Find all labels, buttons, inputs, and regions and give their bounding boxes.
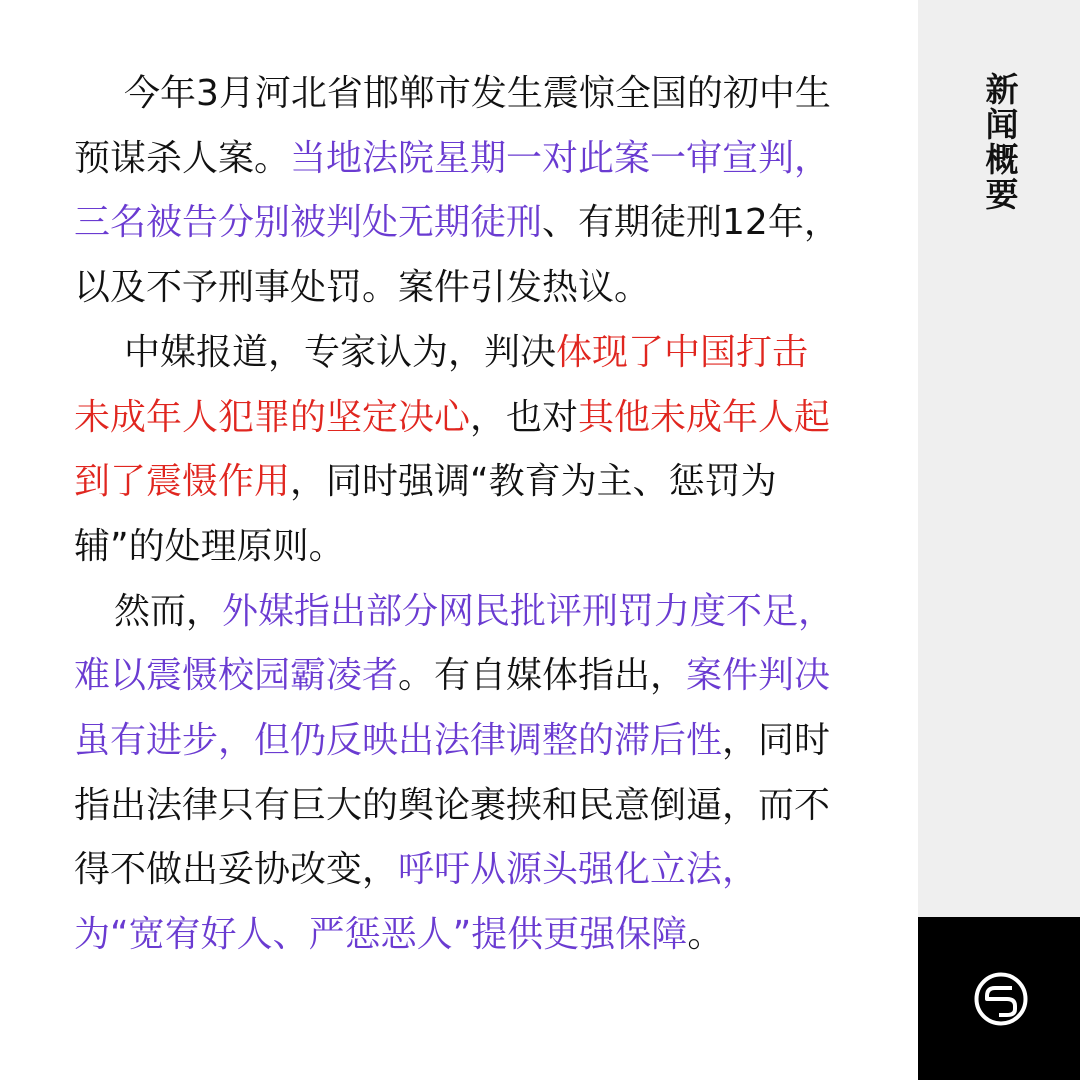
text-segment: ，同时强调“教育为主、惩罚为辅”的处理原则。 (74, 461, 777, 567)
highlight-purple: 案件判决虽有进步，但仍反映出法律调整的滞后性 (74, 655, 831, 762)
text-segment: 。 (687, 914, 724, 956)
text-segment: 今年3月河北省邯郸市发生震惊全国的初中生预谋杀人案。 (74, 73, 831, 179)
paragraph-3 (74, 580, 844, 968)
paragraph-2 (74, 321, 844, 580)
side-panel (918, 0, 1080, 1080)
logo-box (918, 917, 1080, 1080)
highlight-red: 体现了中国打击未成年人犯罪的坚定决心 (74, 331, 809, 438)
highlight-red: 其他未成年人起到了震慑作用 (74, 396, 831, 503)
text-segment: 、有期徒刑12年，以及不予刑事处罚。案件引发热议。 (74, 202, 840, 309)
highlight-purple: 当地法院星期一对此案一审宣判，三名被告分别被判处无期徒刑 (74, 137, 831, 244)
text-segment: ，也对 (470, 396, 579, 438)
highlight-purple: 外媒指出部分网民批评刑罚力度不足，难以震慑校园霸凌者 (74, 590, 835, 697)
paragraph-1 (74, 62, 844, 321)
text-segment: ，同时指出法律只有巨大的舆论裹挟和民意倒逼，而不得不做出妥协改变， (74, 720, 831, 891)
text-segment: 然而， (114, 590, 223, 632)
circle-s-logo-icon (973, 971, 1029, 1027)
side-title: 新闻概要 (985, 70, 1019, 214)
text-segment: 中媒报道，专家认为，判决 (124, 331, 557, 373)
text-segment: 。有自媒体指出， (398, 655, 687, 697)
highlight-purple: 呼吁从源头强化立法，为“宽宥好人、严惩恶人”提供更强保障 (74, 849, 759, 956)
article-body (74, 62, 844, 968)
